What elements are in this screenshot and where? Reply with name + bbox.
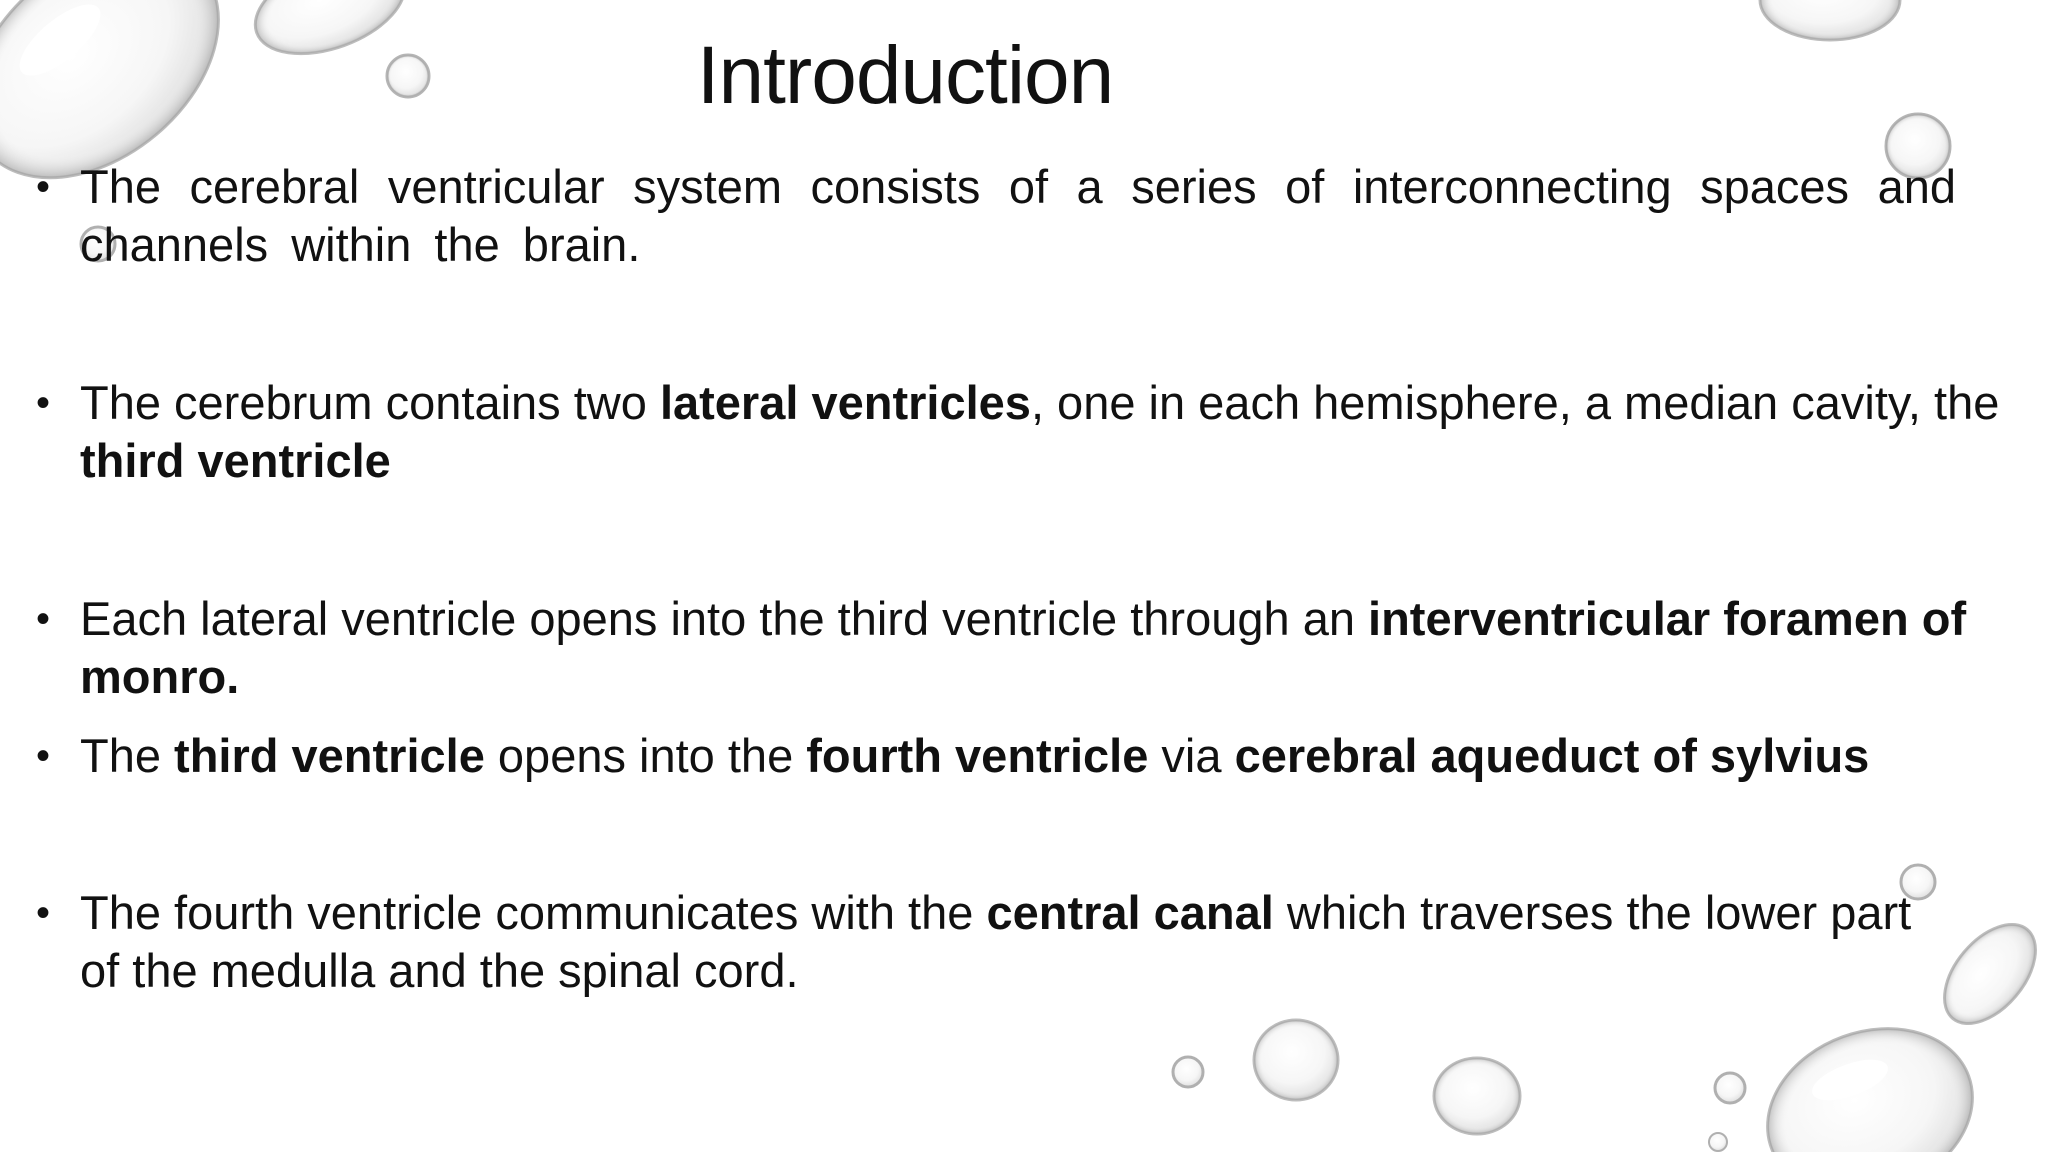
bullet-emphasis: third ventricle [80, 434, 391, 487]
bullet-emphasis: fourth ventricle [806, 729, 1149, 782]
bullet-text [80, 727, 2016, 785]
bullet-marker: • [36, 381, 51, 425]
droplet [1434, 1058, 1520, 1134]
bullet-emphasis: cerebral aqueduct of sylvius [1234, 729, 1870, 782]
bullet-marker: • [36, 891, 51, 935]
bullet-item [36, 884, 1956, 1000]
bullet-run: opens into the [484, 729, 807, 782]
bullet-emphasis: lateral ventricles [659, 376, 1031, 429]
bullet-item [36, 590, 2016, 706]
bullet-text [80, 590, 2016, 706]
bullet-marker: • [36, 597, 51, 641]
bullet-run: Each lateral ventricle opens into the third ventricle through an [80, 592, 1369, 645]
bullet-text [80, 374, 2016, 490]
bullet-run: The cerebral ventricular system consists of a series of interconnecting spaces and channels within the brain. [80, 160, 1956, 271]
droplet [1709, 1133, 1727, 1151]
bullet-item [36, 374, 2016, 490]
bullet-marker: • [36, 165, 51, 209]
droplet [1715, 1073, 1745, 1103]
bullet-run: The cerebrum contains two [80, 376, 660, 429]
bullet-item [36, 158, 1956, 274]
bullet-item [36, 727, 2016, 785]
bullet-run: The [80, 729, 175, 782]
slide-title: Introduction [696, 30, 1114, 121]
bullet-run: , one in each hemisphere, a median cavity, the [1030, 376, 2000, 429]
droplet [1254, 1020, 1338, 1100]
bullet-text [80, 158, 1956, 274]
bullet-marker: • [36, 734, 51, 778]
bullet-emphasis: interventricular foramen of monro. [80, 592, 1967, 703]
droplet [1173, 1057, 1203, 1087]
bullet-run: The fourth ventricle communicates with the [80, 886, 987, 939]
bullet-text [80, 884, 1956, 1000]
bullet-run: which traverses the lower part of the medulla and the spinal cord. [80, 886, 1912, 997]
bullet-emphasis: central canal [986, 886, 1274, 939]
bullet-emphasis: third ventricle [174, 729, 485, 782]
bullet-run: via [1148, 729, 1235, 782]
droplet [1744, 1001, 1996, 1152]
